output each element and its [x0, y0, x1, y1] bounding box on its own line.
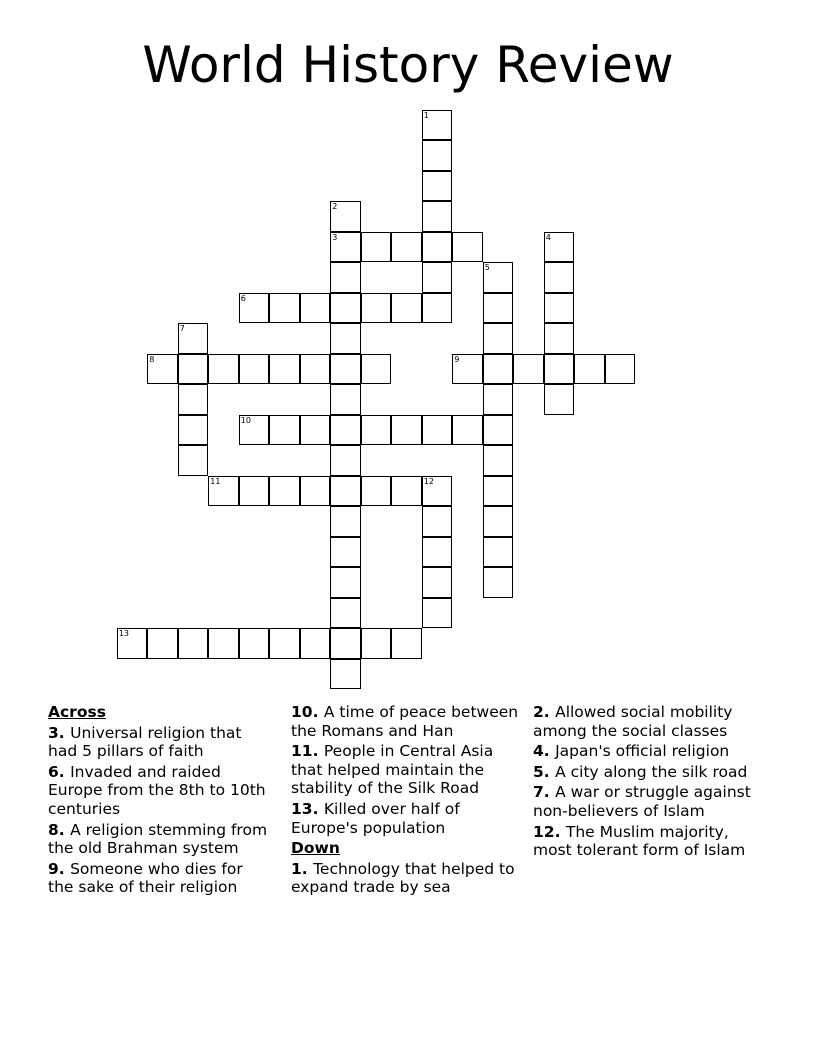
clues-column-1	[48, 703, 273, 899]
grid-cell[interactable]	[452, 232, 483, 263]
grid-cell[interactable]	[330, 598, 361, 629]
clues-column-3	[533, 703, 763, 862]
grid-cell[interactable]	[422, 293, 453, 324]
clue-down-12: 12. The Muslim majority, most tolerant form of Islam	[533, 822, 746, 860]
grid-cell[interactable]	[483, 293, 514, 324]
cell-number: 5	[484, 263, 490, 273]
grid-cell[interactable]	[483, 354, 514, 385]
down-heading: Down	[291, 839, 340, 858]
grid-cell[interactable]	[239, 415, 270, 446]
grid-cell[interactable]	[422, 171, 453, 202]
grid-cell[interactable]	[269, 476, 300, 507]
grid-cell[interactable]	[300, 628, 331, 659]
grid-cell[interactable]	[483, 445, 514, 476]
clue-across-10: 10. A time of peace between the Romans and Han	[291, 703, 519, 740]
grid-cell[interactable]	[544, 293, 575, 324]
grid-cell[interactable]	[422, 506, 453, 537]
grid-cell[interactable]	[178, 384, 209, 415]
grid-cell[interactable]	[391, 293, 422, 324]
grid-cell[interactable]	[300, 476, 331, 507]
grid-cell[interactable]	[178, 445, 209, 476]
grid-cell[interactable]	[391, 476, 422, 507]
grid-cell[interactable]	[330, 506, 361, 537]
grid-cell[interactable]	[330, 537, 361, 568]
grid-cell[interactable]	[483, 476, 514, 507]
grid-cell[interactable]	[330, 354, 361, 385]
grid-cell[interactable]	[117, 628, 148, 659]
grid-cell[interactable]	[544, 354, 575, 385]
grid-cell[interactable]	[422, 201, 453, 232]
cell-number: 3	[332, 232, 338, 242]
grid-cell[interactable]	[361, 354, 392, 385]
grid-cell[interactable]	[391, 232, 422, 263]
grid-cell[interactable]	[422, 567, 453, 598]
grid-cell[interactable]	[208, 354, 239, 385]
cell-number: 13	[118, 629, 129, 639]
grid-cell[interactable]	[208, 476, 239, 507]
clues-column-2	[291, 703, 521, 899]
grid-cell[interactable]	[300, 354, 331, 385]
clue-across-3: 3. Universal religion that had 5 pillars of faith	[48, 723, 242, 761]
clue-across-13: 13. Killed over half of Europe's population	[291, 799, 460, 837]
page-title: World History Review	[142, 36, 674, 94]
grid-cell[interactable]	[330, 415, 361, 446]
grid-cell[interactable]	[452, 354, 483, 385]
grid-cell[interactable]	[483, 506, 514, 537]
cell-number: 4	[545, 232, 551, 242]
grid-cell[interactable]	[361, 476, 392, 507]
clue-down-2: 2. Allowed social mobility among the social classes	[533, 703, 733, 740]
grid-cell[interactable]	[208, 628, 239, 659]
grid-cell[interactable]	[269, 293, 300, 324]
grid-cell[interactable]	[239, 354, 270, 385]
grid-cell[interactable]	[300, 293, 331, 324]
cell-number: 9	[454, 354, 460, 364]
grid-cell[interactable]	[483, 384, 514, 415]
grid-cell[interactable]	[422, 598, 453, 629]
grid-cell[interactable]	[422, 476, 453, 507]
grid-cell[interactable]	[330, 323, 361, 354]
grid-cell[interactable]	[178, 415, 209, 446]
grid-cell[interactable]	[361, 293, 392, 324]
grid-cell[interactable]	[239, 628, 270, 659]
clue-down-7: 7. A war or struggle against non-believers of Islam	[533, 783, 751, 820]
grid-cell[interactable]	[574, 354, 605, 385]
grid-cell[interactable]	[391, 628, 422, 659]
grid-cell[interactable]	[422, 537, 453, 568]
grid-cell[interactable]	[544, 384, 575, 415]
grid-cell[interactable]	[483, 262, 514, 293]
grid-cell[interactable]	[330, 628, 361, 659]
grid-cell[interactable]	[361, 628, 392, 659]
cell-number: 6	[240, 293, 246, 303]
grid-cell[interactable]	[269, 354, 300, 385]
grid-cell[interactable]	[330, 262, 361, 293]
grid-cell[interactable]	[605, 354, 636, 385]
grid-cell[interactable]	[452, 415, 483, 446]
grid-cell[interactable]	[544, 323, 575, 354]
grid-cell[interactable]	[239, 293, 270, 324]
clue-across-6: 6. Invaded and raided Europe from the 8th to 10th centuries	[48, 762, 266, 818]
cell-number: 1	[423, 110, 429, 120]
grid-cell[interactable]	[483, 415, 514, 446]
across-heading: Across	[48, 703, 106, 721]
grid-cell[interactable]	[422, 140, 453, 171]
clue-down-5: 5. A city along the silk road	[533, 762, 748, 781]
grid-cell[interactable]	[422, 110, 453, 141]
grid-cell[interactable]	[178, 354, 209, 385]
grid-cell[interactable]	[147, 628, 178, 659]
grid-cell[interactable]	[178, 628, 209, 659]
cell-number: 8	[149, 354, 155, 364]
grid-cell[interactable]	[422, 262, 453, 293]
grid-cell[interactable]	[330, 232, 361, 263]
grid-cell[interactable]	[330, 445, 361, 476]
grid-cell[interactable]	[147, 354, 178, 385]
grid-cell[interactable]	[483, 537, 514, 568]
clue-across-11: 11. People in Central Asia that helped maintain the stability of the Silk Road	[291, 742, 494, 798]
grid-cell[interactable]	[300, 415, 331, 446]
grid-cell[interactable]	[269, 415, 300, 446]
grid-cell[interactable]	[361, 232, 392, 263]
clue-across-8: 8. A religion stemming from the old Brahman system	[48, 820, 268, 858]
grid-cell[interactable]	[422, 415, 453, 446]
cell-number: 2	[332, 202, 338, 212]
grid-cell[interactable]	[544, 262, 575, 293]
grid-cell[interactable]	[330, 201, 361, 232]
grid-cell[interactable]	[361, 415, 392, 446]
grid-cell[interactable]	[239, 476, 270, 507]
grid-cell[interactable]	[178, 323, 209, 354]
grid-cell[interactable]	[330, 476, 361, 507]
cell-number: 10	[240, 415, 251, 425]
grid-cell[interactable]	[330, 293, 361, 324]
cell-number: 12	[423, 476, 434, 486]
grid-cell[interactable]	[483, 323, 514, 354]
grid-cell[interactable]	[330, 659, 361, 690]
grid-cell[interactable]	[330, 384, 361, 415]
grid-cell[interactable]	[269, 628, 300, 659]
grid-cell[interactable]	[513, 354, 544, 385]
clue-down-4: 4. Japan's official religion	[533, 742, 730, 761]
clue-down-1: 1. Technology that helped to expand trade by sea	[291, 859, 515, 897]
grid-cell[interactable]	[544, 232, 575, 263]
cell-number: 7	[179, 324, 185, 334]
cell-number: 11	[210, 476, 221, 486]
grid-cell[interactable]	[483, 567, 514, 598]
grid-cell[interactable]	[330, 567, 361, 598]
grid-cell[interactable]	[391, 415, 422, 446]
grid-cell[interactable]	[422, 232, 453, 263]
clue-across-9: 9. Someone who dies for the sake of their religion	[48, 859, 243, 897]
